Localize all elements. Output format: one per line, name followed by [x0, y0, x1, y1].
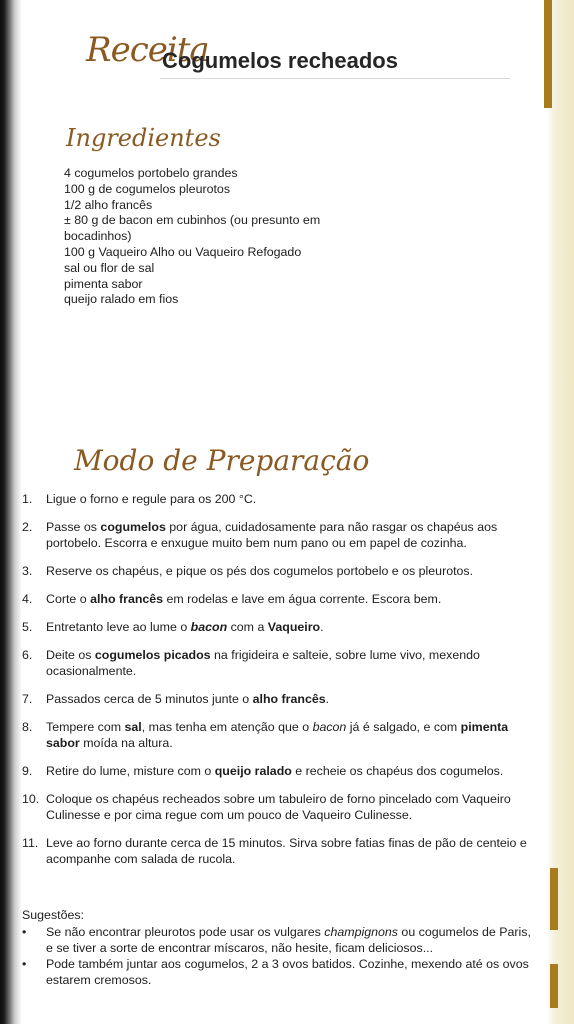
text-run: moída na altura.: [79, 736, 173, 750]
text-run: queijo ralado: [214, 764, 292, 778]
text-run: Tempere com: [46, 720, 125, 734]
suggestion-item: [22, 956, 532, 988]
preparation-step: [22, 691, 532, 707]
text-run: em rodelas e lave em água corrente. Escora bem.: [163, 592, 442, 606]
suggestion-text: [46, 956, 532, 988]
suggestion-item: [22, 924, 532, 956]
text-run: Pode também juntar aos cogumelos, 2 a 3 ovos batidos. Cozinhe, mexendo até os ovos estarem cremosos.: [46, 957, 529, 987]
preparation-step: [22, 563, 532, 579]
step-text: [46, 691, 532, 707]
step-number: 6.: [22, 648, 33, 662]
preparation-step: [22, 719, 532, 751]
step-text: [46, 647, 532, 679]
text-run: pimenta sabor: [46, 720, 509, 750]
text-run: Deite os: [46, 648, 95, 662]
text-run: Corte o: [46, 592, 91, 606]
text-run: Leve ao forno durante cerca de 15 minutos. Sirva sobre fatias finas de pão de centeio e acompanhe com salada de rucola.: [46, 836, 527, 866]
text-run: com a: [227, 620, 268, 634]
ingredient-item: pimenta sabor: [64, 276, 143, 291]
ingredient-item: 100 g de cogumelos pleurotos: [64, 181, 231, 196]
text-run: Ligue o forno e regule para os 200 °C.: [46, 492, 257, 506]
text-run: Passe os: [46, 520, 101, 534]
text-run: Passados cerca de 5 minutos junte o: [46, 692, 253, 706]
text-run: champignons: [324, 925, 398, 939]
suggestions-heading: Sugestões:: [22, 908, 84, 922]
preparation-step: [22, 491, 532, 507]
text-run: Retire do lume, misture com o: [46, 764, 215, 778]
text-run: Coloque os chapéus recheados sobre um tabuleiro de forno pincelado com Vaqueiro Culinesse e por cima regue com um pouco de Vaqueiro Culinesse.: [46, 792, 511, 822]
text-run: .: [325, 692, 330, 706]
step-text: [46, 491, 532, 507]
step-number: 7.: [22, 692, 33, 706]
text-run: cogumelos picados: [94, 648, 211, 662]
ingredient-item: 4 cogumelos portobelo grandes: [64, 166, 238, 180]
text-run: ou cogumelos de Paris, e se tiver a sorte de encontrar míscaros, não hesite, ficam deliciosos...: [46, 925, 531, 955]
preparation-step: [22, 647, 532, 679]
page-title: Cogumelos recheados: [162, 48, 398, 73]
text-run: Vaqueiro: [267, 620, 321, 634]
text-run: e recheie os chapéus dos cogumelos.: [291, 764, 504, 778]
step-number: 10.: [22, 792, 40, 806]
text-run: Reserve os chapéus, e pique os pés dos cogumelos portobelo e os pleurotos.: [46, 564, 474, 578]
preparation-step: [22, 519, 532, 551]
ingredients-list: [64, 166, 364, 308]
preparation-step: [22, 619, 532, 635]
step-number: 8.: [22, 720, 33, 734]
step-text: [46, 563, 532, 579]
gold-tab-top: [544, 0, 552, 108]
step-text: [46, 619, 532, 635]
step-number: 9.: [22, 764, 33, 778]
text-run: bacon: [190, 620, 228, 634]
preparation-step: [22, 763, 532, 779]
text-run: .: [320, 620, 324, 634]
preparation-heading: Modo de Preparação: [74, 444, 370, 477]
step-text: [46, 719, 532, 751]
bullet-icon: •: [22, 957, 27, 971]
step-number: 3.: [22, 564, 33, 578]
page-binding-shadow: [0, 0, 22, 1024]
receita-script-label: Receita: [86, 30, 209, 70]
preparation-step: [22, 835, 532, 867]
text-run: por água, cuidadosamente para não rasgar os chapéus aos portobelo. Escorra e enxugue muito bem num pano ou em papel de cozinha.: [46, 520, 498, 550]
ingredient-item: queijo ralado em fios: [64, 292, 179, 307]
step-text: [46, 763, 532, 779]
text-run: alho francês: [90, 592, 164, 606]
step-number: 2.: [22, 520, 33, 534]
text-run: cogumelos: [100, 520, 166, 534]
ingredient-item: 100 g Vaqueiro Alho ou Vaqueiro Refogado: [64, 244, 302, 259]
text-run: sal: [124, 720, 142, 734]
preparation-steps: [22, 491, 532, 867]
suggestions-list: [22, 924, 532, 988]
text-run: já é salgado, e com: [346, 720, 461, 734]
text-run: bacon: [312, 720, 347, 734]
text-run: alho francês: [252, 692, 326, 706]
gold-tab-middle: [550, 868, 558, 930]
text-run: , mas tenha em atenção que o: [141, 720, 313, 734]
text-run: na frigideira e salteie, sobre lume vivo, mexendo ocasionalmente.: [46, 648, 480, 678]
step-number: 5.: [22, 620, 33, 634]
ingredient-item: sal ou flor de sal: [64, 260, 155, 275]
step-text: [46, 791, 532, 823]
gold-tab-bottom: [550, 964, 558, 1008]
ingredient-item: ± 80 g de bacon em cubinhos (ou presunto em bocadinhos): [64, 213, 321, 244]
suggestion-text: [46, 924, 532, 956]
bullet-icon: •: [22, 925, 27, 939]
step-text: [46, 591, 532, 607]
step-text: [46, 519, 532, 551]
step-number: 11.: [22, 836, 39, 850]
ingredient-item: 1/2 alho francês: [64, 197, 153, 212]
title-divider: [160, 78, 510, 79]
text-run: Se não encontrar pleurotos pode usar os vulgares: [46, 925, 325, 939]
ingredients-heading: Ingredientes: [66, 124, 221, 152]
step-number: 1.: [22, 492, 33, 506]
step-text: [46, 835, 532, 867]
text-run: Entretanto leve ao lume o: [46, 620, 191, 634]
preparation-step: [22, 791, 532, 823]
step-number: 4.: [22, 592, 33, 606]
preparation-step: [22, 591, 532, 607]
